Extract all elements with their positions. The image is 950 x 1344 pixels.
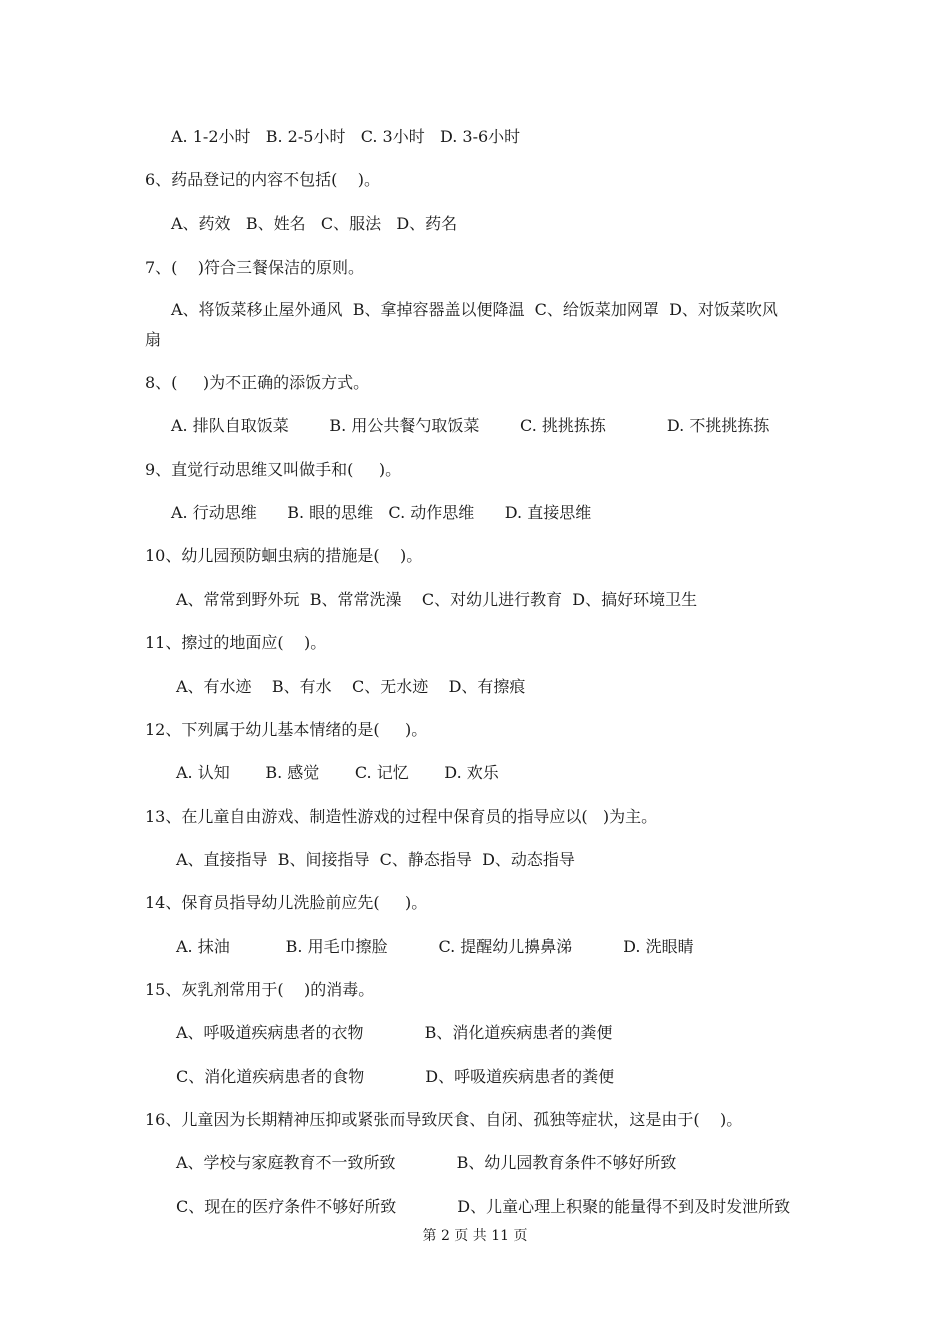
q9-options: A. 行动思维 B. 眼的思维 C. 动作思维 D. 直接思维 — [171, 503, 592, 522]
q14-stem: 14、保育员指导幼儿洗脸前应先( )。 — [145, 893, 428, 912]
q8-stem: 8、( )为不正确的添饭方式。 — [145, 373, 370, 392]
q6-options: A、药效 B、姓名 C、服法 D、药名 — [171, 214, 458, 233]
q16-options-row2: C、现在的医疗条件不够好所致 D、儿童心理上积聚的能量得不到及时发泄所致 — [176, 1197, 791, 1216]
q14-options: A. 抹油 B. 用毛巾擦脸 C. 提醒幼儿擤鼻涕 D. 洗眼睛 — [176, 937, 694, 956]
q12-options: A. 认知 B. 感觉 C. 记忆 D. 欢乐 — [176, 763, 499, 782]
q11-stem: 11、擦过的地面应( )。 — [145, 633, 327, 652]
q7-options-wrap: 扇 — [145, 330, 162, 349]
q16-stem: 16、儿童因为长期精神压抑或紧张而导致厌食、自闭、孤独等症状，这是由于( )。 — [145, 1110, 743, 1129]
q10-options: A、常常到野外玩 B、常常洗澡 C、对幼儿进行教育 D、搞好环境卫生 — [176, 590, 698, 609]
q12-stem: 12、下列属于幼儿基本情绪的是( )。 — [145, 720, 428, 739]
q13-stem: 13、在儿童自由游戏、制造性游戏的过程中保育员的指导应以( )为主。 — [145, 807, 658, 826]
q8-options: A. 排队自取饭菜 B. 用公共餐勺取饭菜 C. 挑挑拣拣 D. 不挑挑拣拣 — [171, 416, 770, 435]
q11-options: A、有水迹 B、有水 C、无水迹 D、有擦痕 — [176, 677, 526, 696]
q9-stem: 9、直觉行动思维又叫做手和( )。 — [145, 460, 402, 479]
q15-stem: 15、灰乳剂常用于( )的消毒。 — [145, 980, 375, 999]
q16-options-row1: A、学校与家庭教育不一致所致 B、幼儿园教育条件不够好所致 — [176, 1153, 677, 1172]
q6-stem: 6、药品登记的内容不包括( )。 — [145, 170, 381, 189]
q15-options-row2: C、消化道疾病患者的食物 D、呼吸道疾病患者的粪便 — [176, 1067, 615, 1086]
q10-stem: 10、幼儿园预防蛔虫病的措施是( )。 — [145, 546, 423, 565]
page-footer: 第 2 页 共 11 页 — [422, 1228, 528, 1244]
q7-stem: 7、( )符合三餐保洁的原则。 — [145, 258, 365, 277]
q7-options: A、将饭菜移止屋外通风 B、拿掉容器盖以便降温 C、给饭菜加网罩 D、对饭菜吹风 — [171, 300, 778, 319]
q5-options: A. 1-2小时 B. 2-5小时 C. 3小时 D. 3-6小时 — [171, 127, 521, 146]
q15-options-row1: A、呼吸道疾病患者的衣物 B、消化道疾病患者的粪便 — [176, 1023, 613, 1042]
q13-options: A、直接指导 B、间接指导 C、静态指导 D、动态指导 — [176, 850, 575, 869]
